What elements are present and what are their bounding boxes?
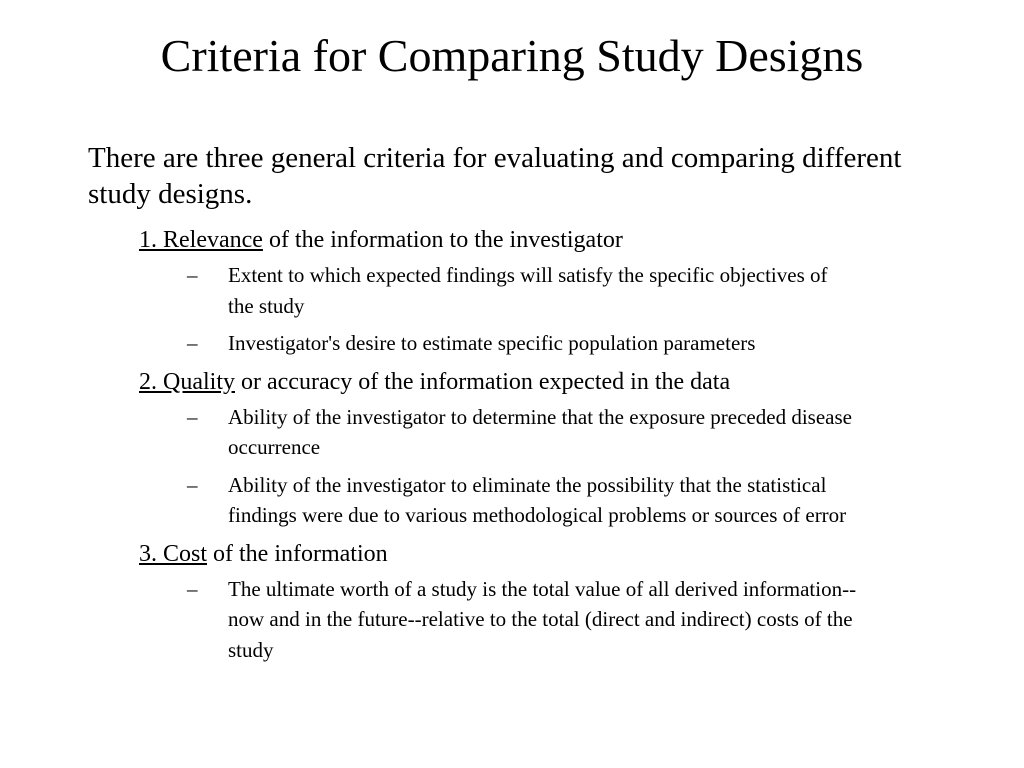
criterion-relevance — [139, 225, 959, 359]
criterion-text: of the information — [207, 540, 388, 567]
criteria-list — [139, 225, 959, 673]
sub-point-text: The ultimate worth of a study is the total value of all derived information--now and in the future--relative to the total (direct and indirect) costs of the study — [228, 576, 857, 662]
sub-point — [139, 470, 858, 531]
criterion-cost — [139, 539, 959, 666]
intro-paragraph: There are three general criteria for evaluating and comparing different study designs. — [88, 142, 902, 210]
sub-point — [139, 402, 858, 463]
sub-point-text: Ability of the investigator to eliminate the possibility that the statistical findings were due to various methodological problems or sources of error — [228, 472, 847, 527]
dash-bullet: – — [187, 263, 198, 287]
sub-point — [139, 328, 858, 359]
criterion-label: 3. Cost — [139, 540, 208, 567]
sub-point-list — [139, 574, 959, 666]
criterion-label: 1. Relevance — [139, 227, 263, 253]
sub-point-list — [139, 260, 959, 359]
sub-point-text: Ability of the investigator to determine that the exposure preceded disease occurrence — [228, 404, 852, 459]
dash-bullet: – — [187, 404, 198, 429]
criterion-text: of the information to the investigator — [262, 227, 623, 253]
criterion-quality — [139, 367, 959, 531]
dash-bullet: – — [187, 576, 198, 601]
criterion-heading — [139, 367, 959, 398]
dash-bullet: – — [187, 331, 198, 355]
slide-title: Criteria for Comparing Study Designs — [160, 30, 864, 81]
criterion-label: 2. Quality — [139, 368, 235, 395]
sub-point-list — [139, 402, 959, 531]
criterion-text: or accuracy of the information expected in the data — [235, 368, 731, 395]
sub-point — [139, 260, 858, 321]
sub-point — [139, 574, 858, 666]
criterion-heading — [139, 539, 959, 570]
dash-bullet: – — [187, 472, 198, 497]
sub-point-text: Extent to which expected findings will satisfy the specific objectives of the study — [228, 263, 828, 318]
criterion-heading — [139, 225, 959, 256]
sub-point-text: Investigator's desire to estimate specific population parameters — [228, 331, 756, 355]
